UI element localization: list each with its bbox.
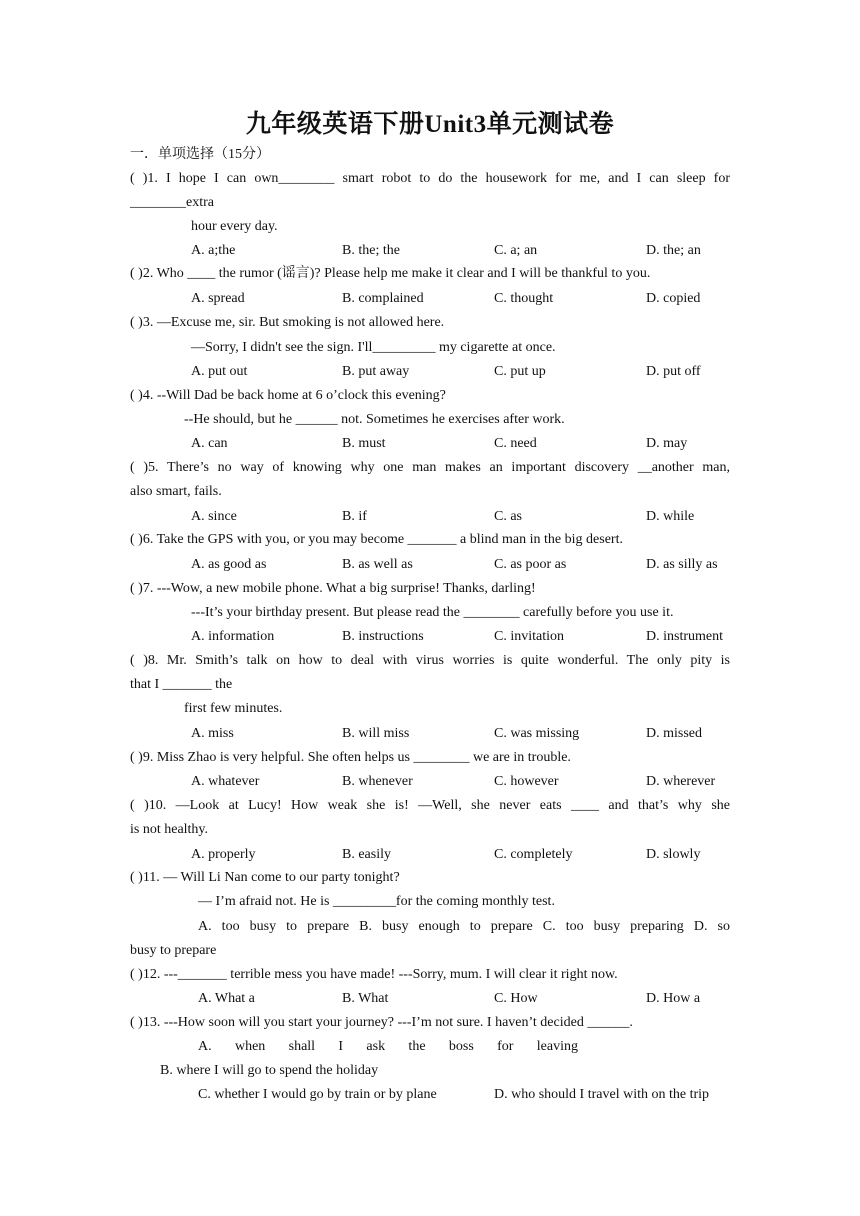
option-a: A. put out [191, 364, 248, 379]
option-c: C. however [494, 774, 559, 789]
question-10-stem: ( )10. —Look at Lucy! How weak she is! —Well, she never eats ____ and that’s why she [130, 798, 730, 813]
question-8-stem-cont: first few minutes. [184, 701, 283, 716]
option-a: A. whatever [191, 774, 260, 789]
question-13-option-a: A. when shall I ask the boss for leaving [198, 1039, 578, 1054]
option-d: D. the; an [646, 243, 701, 258]
question-8-options [0, 725, 860, 743]
option-c: C. completely [494, 847, 573, 862]
option-a: A. a;the [191, 243, 236, 258]
option-a: A. can [191, 436, 228, 451]
option-c: C. was missing [494, 726, 580, 741]
question-3-stem-cont: —Sorry, I didn't see the sign. I'll_________ my cigarette at once. [191, 340, 556, 355]
option-d: D. put off [646, 364, 701, 379]
option-c: C. invitation [494, 629, 564, 644]
question-3-stem: ( )3. —Excuse me, sir. But smoking is not allowed here. [130, 315, 445, 330]
option-b: B. will miss [342, 726, 410, 741]
option-d: D. copied [646, 291, 701, 306]
option-d: D. instrument [646, 629, 723, 644]
option-c: C. How [494, 991, 538, 1006]
question-7-options [0, 628, 860, 646]
question-9-stem: ( )9. Miss Zhao is very helpful. She often helps us ________ we are in trouble. [130, 750, 571, 765]
question-1-stem: ( )1. I hope I can own________ smart robot to do the housework for me, and I can sleep for [130, 171, 730, 186]
question-5-options [0, 508, 860, 526]
option-b: B. must [342, 436, 386, 451]
option-a: A. spread [191, 291, 245, 306]
question-1-options [0, 242, 860, 260]
question-8-stem-cont: that I _______ the [130, 677, 233, 692]
question-4-stem-cont: --He should, but he ______ not. Sometimes he exercises after work. [184, 412, 565, 427]
question-1-stem-cont: ________extra [130, 195, 214, 210]
option-b: B. as well as [342, 557, 413, 572]
question-11-stem-cont: — I’m afraid not. He is _________for the coming monthly test. [198, 894, 555, 909]
question-13-option-d: D. who should I travel with on the trip [494, 1087, 710, 1102]
question-11-options: A. too busy to prepare B. busy enough to prepare C. too busy preparing D. so [198, 919, 730, 934]
option-b: B. the; the [342, 243, 400, 258]
question-4-stem: ( )4. --Will Dad be back home at 6 o’clock this evening? [130, 388, 446, 403]
question-9-options [0, 773, 860, 791]
option-a: A. information [191, 629, 275, 644]
option-c: C. put up [494, 364, 546, 379]
question-13-option-c: C. whether I would go by train or by plane [198, 1087, 437, 1102]
option-b: B. whenever [342, 774, 413, 789]
option-b: B. What [342, 991, 389, 1006]
section-heading: 一．单项选择（15分） [130, 147, 270, 162]
option-b: B. put away [342, 364, 410, 379]
option-b: B. instructions [342, 629, 424, 644]
question-11-stem: ( )11. — Will Li Nan come to our party tonight? [130, 870, 400, 885]
option-d: D. How a [646, 991, 701, 1006]
question-12-options [0, 990, 860, 1008]
option-a: A. miss [191, 726, 234, 741]
question-4-options [0, 435, 860, 453]
question-2-options [0, 290, 860, 308]
question-5-stem: ( )5. There’s no way of knowing why one man makes an important discovery __another man, [130, 460, 730, 475]
question-10-stem-cont: is not healthy. [130, 822, 209, 837]
option-b: B. complained [342, 291, 424, 306]
option-d: D. may [646, 436, 688, 451]
question-7-stem-cont: ---It’s your birthday present. But please read the ________ carefully before you use it. [191, 605, 674, 620]
question-13-stem: ( )13. ---How soon will you start your journey? ---I’m not sure. I haven’t decided ______. [130, 1015, 633, 1030]
question-13-option-b: B. where I will go to spend the holiday [160, 1063, 379, 1078]
question-7-stem: ( )7. ---Wow, a new mobile phone. What a big surprise! Thanks, darling! [130, 581, 536, 596]
option-a: A. as good as [191, 557, 267, 572]
question-3-options [0, 363, 860, 381]
option-a: A. since [191, 509, 237, 524]
option-d: D. slowly [646, 847, 701, 862]
question-6-stem: ( )6. Take the GPS with you, or you may become _______ a blind man in the big desert. [130, 532, 623, 547]
option-c: C. as poor as [494, 557, 567, 572]
option-a: A. What a [198, 991, 255, 1006]
question-10-options [0, 846, 860, 864]
option-a: A. properly [191, 847, 256, 862]
option-b: B. easily [342, 847, 391, 862]
page-title: 九年级英语下册Unit3单元测试卷 [245, 111, 615, 138]
question-11-options-cont: busy to prepare [130, 943, 217, 958]
option-c: C. thought [494, 291, 554, 306]
option-d: D. while [646, 509, 695, 524]
question-2-stem: ( )2. Who ____ the rumor (谣言)? Please help me make it clear and I will be thankful to you. [130, 266, 651, 281]
option-c: C. a; an [494, 243, 538, 258]
option-d: D. as silly as [646, 557, 718, 572]
option-b: B. if [342, 509, 367, 524]
question-6-options [0, 556, 860, 574]
question-8-stem: ( )8. Mr. Smith’s talk on how to deal with virus worries is quite wonderful. The only pity is [130, 653, 730, 668]
option-c: C. need [494, 436, 537, 451]
question-1-stem-cont: hour every day. [191, 219, 278, 234]
question-12-stem: ( )12. ---_______ terrible mess you have made! ---Sorry, mum. I will clear it right now. [130, 967, 618, 982]
question-5-stem-cont: also smart, fails. [130, 484, 222, 499]
option-c: C. as [494, 509, 522, 524]
option-d: D. wherever [646, 774, 716, 789]
option-d: D. missed [646, 726, 702, 741]
